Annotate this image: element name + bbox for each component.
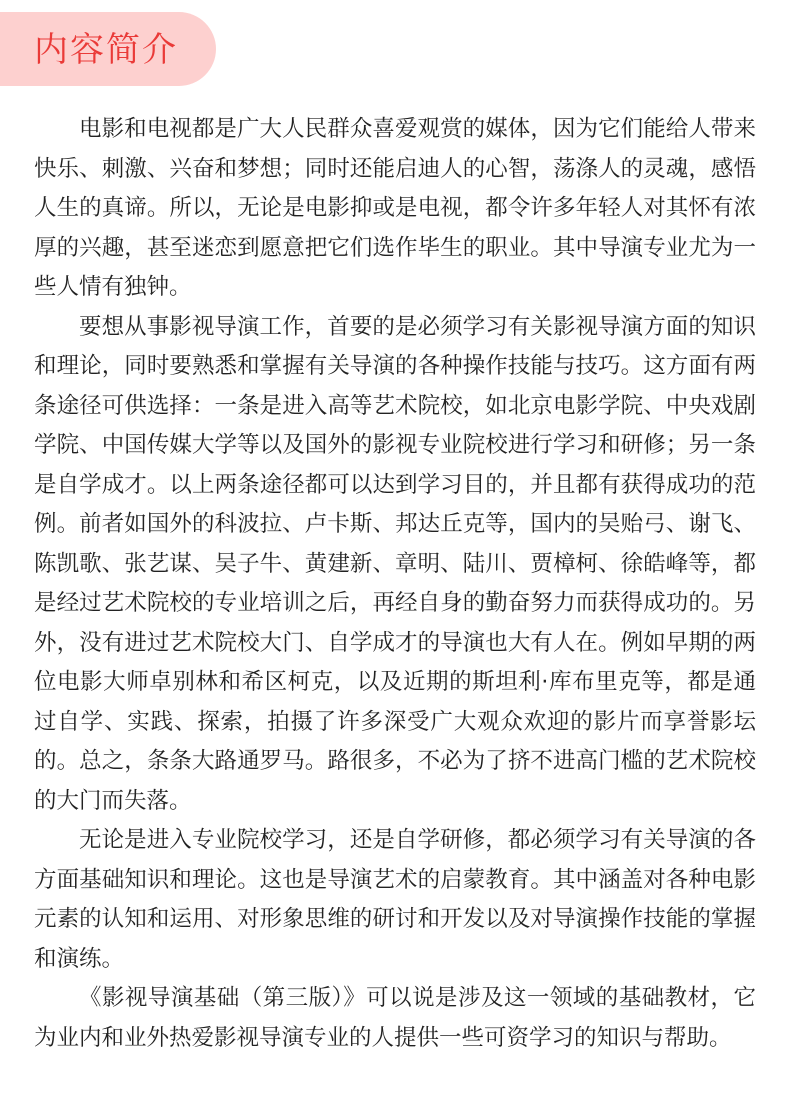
intro-paragraph-1: 电影和电视都是广大人民群众喜爱观赏的媒体，因为它们能给人带来快乐、刺激、兴奋和梦想；同时还能启迪人的心智，荡涤人的灵魂，感悟人生的真谛。所以，无论是电影抑或是电视，都令许多年轻人对其怀有浓厚的兴趣，甚至迷恋到愿意把它们选作毕生的职业。其中导演专业尤为一些人情有独钟。 [34,116,756,300]
section-title: 内容简介 [34,30,178,70]
intro-paragraph-4: 《影视导演基础（第三版）》可以说是涉及这一领域的基础教材，它为业内和业外热爱影视导演专业的人提供一些可资学习的知识与帮助。 [34,985,756,1051]
intro-paragraph-2: 要想从事影视导演工作，首要的是必须学习有关影视导演方面的知识和理论，同时要熟悉和掌握有关导演的各种操作技能与技巧。这方面有两条途径可供选择：一条是进入高等艺术院校，如北京电影学院、中央戏剧学院、中国传媒大学等以及国外的影视专业院校进行学习和研修；另一条是自学成才。以上两条途径都可以达到学习目的，并且都有获得成功的范例。前者如国外的科波拉、卢卡斯、邦达丘克等，国内的吴贻弓、谢飞、陈凯歌、张艺谋、吴子牛、黄建新、章明、陆川、贾樟柯、徐皓峰等，都是经过艺术院校的专业培训之后，再经自身的勤奋努力而获得成功的。另外，没有进过艺术院校大门、自学成才的导演也大有人在。例如早期的两位电影大师卓别林和希区柯克，以及近期的斯坦利·库布里克等，都是通过自学、实践、探索，拍摄了许多深受广大观众欢迎的影片而享誉影坛的。总之，条条大路通罗马。路很多，不必为了挤不进高门槛的艺术院校的大门而失落。 [34,313,756,814]
intro-paragraph-3: 无论是进入专业院校学习，还是自学研修，都必须学习有关导演的各方面基础知识和理论。这也是导演艺术的启蒙教育。其中涵盖对各种电影元素的认知和运用、对形象思维的研讨和开发以及对导演操作技能的掌握和演练。 [34,827,756,972]
book-introduction [34,110,756,1058]
